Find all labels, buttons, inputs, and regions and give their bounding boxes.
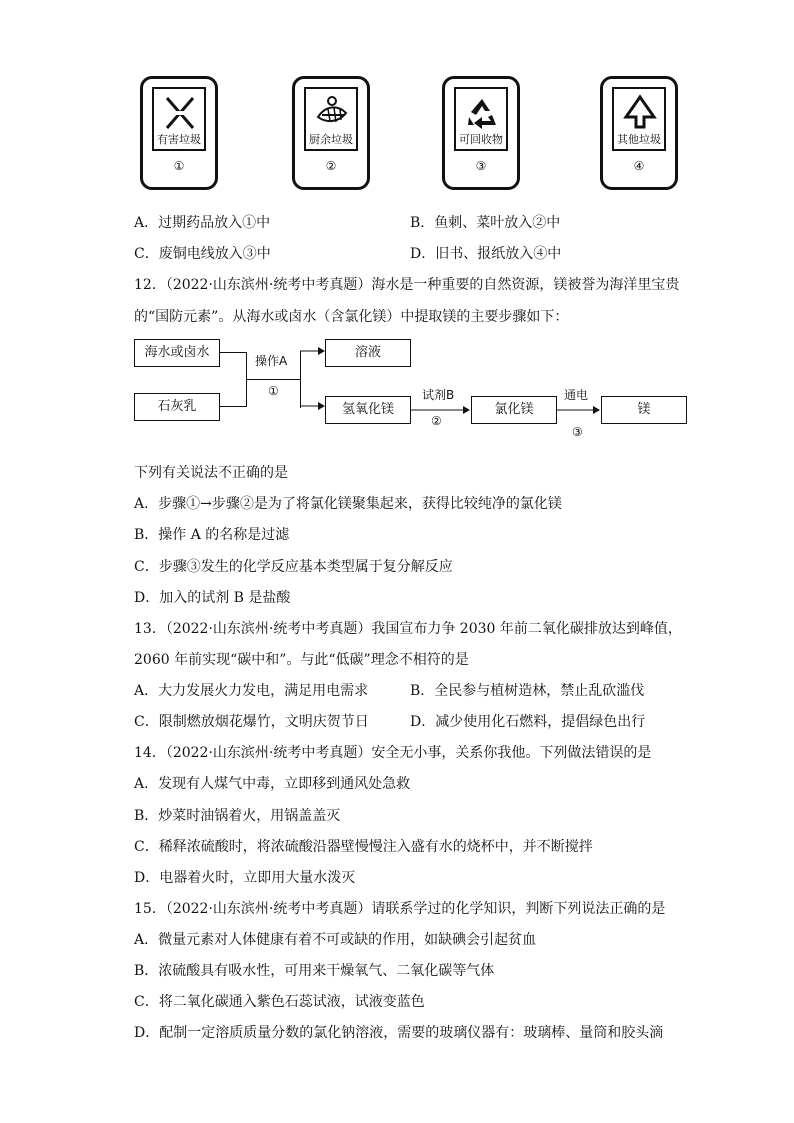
- bin-other: [600, 76, 678, 190]
- q12-stem-line1: 12．（2022·山东滨州·统考中考真题）海水是一种重要的自然资源，镁被誉为海洋里宝贵: [134, 277, 680, 293]
- q15-option-c: C．将二氧化碳通入紫色石蕊试液，试液变蓝色: [134, 994, 425, 1010]
- q14-stem: 14．（2022·山东滨州·统考中考真题）安全无小事，关系你我他。下列做法错误的是: [134, 745, 652, 761]
- connector: [220, 352, 246, 353]
- bin-panel: [152, 87, 206, 151]
- bin-number: ②: [325, 159, 337, 173]
- fishbone-icon: [312, 93, 352, 133]
- q14-option-a: A．发现有人煤气中毒，立即移到通风处急救: [134, 776, 411, 792]
- flow-box-mgcl: 氯化镁: [471, 396, 557, 424]
- q12-option-d: D．加入的试剂 B 是盐酸: [134, 590, 291, 606]
- bin-recyclable: [442, 76, 520, 190]
- bin-label: 可回收物: [459, 133, 503, 146]
- flow-box-seawater: 海水或卤水: [134, 339, 220, 367]
- bin-number: ③: [475, 159, 487, 173]
- flow-box-mgoh: 氢氧化镁: [325, 396, 411, 424]
- q11-option-c: C．废铜电线放入③中: [134, 246, 271, 262]
- bin-number: ④: [633, 159, 645, 173]
- bin-hazardous: [140, 76, 218, 190]
- tree-icon: [622, 93, 658, 133]
- q13-option-c: C．限制燃放烟花爆竹，文明庆贺节日: [134, 714, 369, 730]
- q12-option-a: A．步骤①→步骤②是为了将氯化镁聚集起来，获得比较纯净的氯化镁: [134, 496, 562, 512]
- hazard-x-icon: [162, 93, 198, 133]
- bin-kitchen: [292, 76, 370, 190]
- label-reagent-b: 试剂B: [422, 388, 455, 402]
- flow-box-lime: 石灰乳: [134, 393, 220, 421]
- arrow-right-icon: [557, 403, 601, 417]
- recycle-icon: [464, 93, 500, 133]
- q13-option-b: B．全民参与植树造林，禁止乱砍滥伐: [410, 683, 645, 699]
- flow-box-solution: 溶液: [325, 339, 411, 367]
- bin-panel: [304, 87, 358, 151]
- label-electrify: 通电: [564, 388, 589, 402]
- connector: [246, 379, 300, 380]
- q12-option-c: C．步骤③发生的化学反应基本类型属于复分解反应: [134, 559, 453, 575]
- label-step3: ③: [572, 425, 583, 439]
- q11-option-d: D．旧书、报纸放入④中: [410, 246, 562, 262]
- flow-box-mg: 镁: [601, 396, 687, 424]
- q14-option-b: B．炒菜时油锅着火，用锅盖盖灭: [134, 808, 341, 824]
- bin-panel: [612, 87, 666, 151]
- bin-label: 其他垃圾: [617, 133, 661, 146]
- q15-option-a: A．微量元素对人体健康有着不可或缺的作用，如缺碘会引起贫血: [134, 932, 537, 948]
- q12-option-b: B．操作 A 的名称是过滤: [134, 527, 290, 543]
- q13-option-d: D．减少使用化石燃料，提倡绿色出行: [410, 714, 646, 730]
- q14-option-c: C．稀释浓硫酸时，将浓硫酸沿器壁慢慢注入盛有水的烧杯中，并不断搅拌: [134, 839, 593, 855]
- q15-stem: 15．（2022·山东滨州·统考中考真题）请联系学过的化学知识，判断下列说法正确的是: [134, 901, 666, 917]
- bin-label: 厨余垃圾: [309, 133, 353, 146]
- q13-stem-line1: 13．（2022·山东滨州·统考中考真题）我国宣布力争 2030 年前二氧化碳排放达到峰值，: [134, 621, 682, 637]
- arrow-right-icon: [300, 344, 326, 358]
- label-operation-a: 操作A: [255, 354, 288, 368]
- q15-option-b: B．浓硫酸具有吸水性，可用来干燥氧气、二氧化碳等气体: [134, 963, 495, 979]
- bin-number: ①: [173, 159, 185, 173]
- q11-option-b: B．鱼刺、菜叶放入②中: [410, 215, 561, 231]
- q12-question: 下列有关说法不正确的是: [134, 465, 288, 481]
- q14-option-d: D．电器着火时，立即用大量水泼灭: [134, 870, 356, 886]
- bin-panel: [454, 87, 508, 151]
- q15-option-d: D．配制一定溶质质量分数的氯化钠溶液，需要的玻璃仪器有：玻璃棒、量筒和胶头滴: [134, 1025, 664, 1041]
- q13-option-a: A．大力发展火力发电，满足用电需求: [134, 683, 369, 699]
- q13-stem-line2: 2060 年前实现“碳中和”。与此“低碳”理念不相符的是: [134, 652, 469, 668]
- bin-label: 有害垃圾: [157, 133, 201, 146]
- q12-stem-line2: 的“国防元素”。从海水或卤水（含氯化镁）中提取镁的主要步骤如下：: [134, 309, 569, 325]
- q11-option-a: A．过期药品放入①中: [134, 215, 271, 231]
- arrow-right-icon: [300, 399, 326, 413]
- connector: [220, 406, 246, 407]
- label-step2: ②: [431, 414, 442, 428]
- label-step1: ①: [268, 384, 279, 398]
